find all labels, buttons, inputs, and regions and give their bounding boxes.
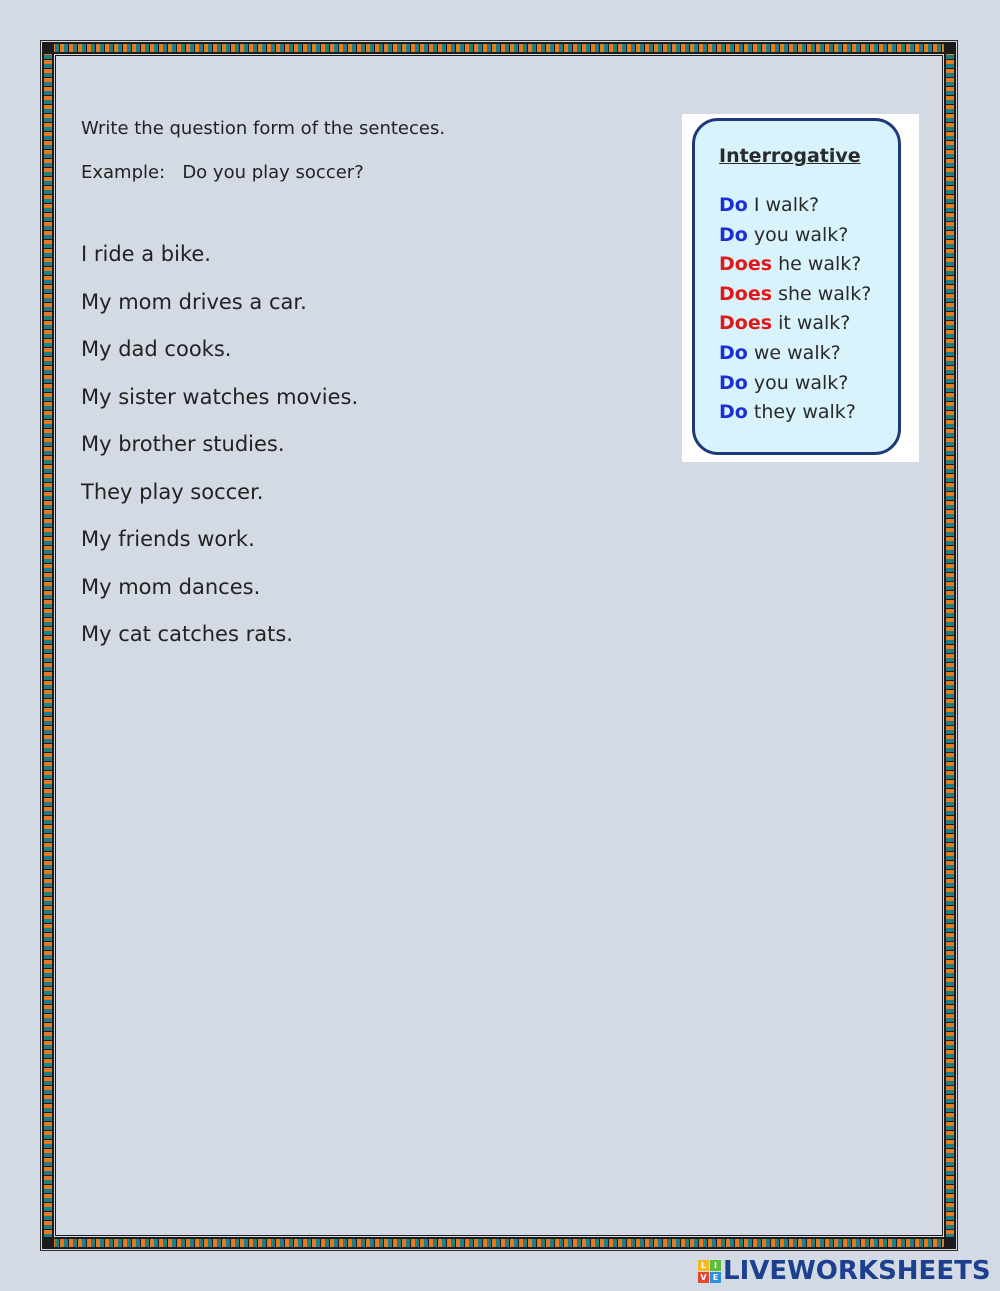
card-line [719, 252, 871, 282]
sentence-item: My mom drives a car. [81, 289, 307, 314]
page-border-bottom [42, 1237, 956, 1249]
auxiliary-word: Do [719, 223, 748, 246]
page-border-right [944, 42, 956, 1249]
card-line [719, 341, 871, 371]
card-line-rest: they walk? [747, 401, 856, 424]
card-line [719, 400, 871, 430]
auxiliary-word: Do [719, 341, 748, 364]
border-corner [42, 42, 54, 54]
auxiliary-word: Does [719, 253, 773, 276]
border-corner [944, 42, 956, 54]
sentence-list [81, 240, 358, 668]
logo-blocks-icon [698, 1260, 721, 1283]
example-text: Example: Do you play soccer? [81, 162, 364, 183]
logo-block: E [710, 1272, 721, 1283]
card-line-rest: I walk? [747, 194, 820, 216]
card-line [719, 371, 871, 401]
interrogative-card [692, 118, 901, 455]
sentence-item: My brother studies. [81, 432, 285, 456]
page-border-left [42, 42, 54, 1249]
card-line-rest: she walk? [772, 282, 872, 305]
card-lines [719, 193, 871, 430]
border-corner [944, 1237, 956, 1249]
auxiliary-word: Do [719, 194, 748, 216]
card-line [719, 193, 871, 223]
logo-block: L [698, 1260, 709, 1271]
sentence-item: I ride a bike. [81, 242, 211, 266]
auxiliary-word: Do [719, 371, 748, 394]
card-line-rest: it walk? [772, 312, 851, 335]
card-line-rest: we walk? [747, 341, 841, 364]
interrogative-card-image [682, 114, 919, 462]
sentence-item: My friends work. [81, 527, 255, 551]
border-corner [42, 1237, 54, 1249]
logo-block: I [710, 1260, 721, 1271]
logo-block: V [698, 1272, 709, 1283]
sentence-item: My dad cooks. [81, 337, 232, 361]
logo-text: LIVEWORKSHEETS [723, 1256, 991, 1286]
card-line [719, 223, 871, 253]
sentence-item: My mom dances. [81, 574, 261, 599]
sentence-item: My sister watches movies. [81, 384, 359, 409]
auxiliary-word: Does [719, 312, 773, 335]
card-line-rest: you walk? [747, 371, 849, 394]
liveworksheets-logo [698, 1256, 991, 1286]
page-border-top [42, 42, 956, 54]
instruction-text: Write the question form of the senteces. [81, 118, 446, 139]
card-title: Interrogative [719, 145, 861, 167]
card-line [719, 311, 871, 341]
card-line [719, 282, 871, 312]
auxiliary-word: Does [719, 282, 773, 305]
card-line-rest: he walk? [772, 253, 862, 276]
auxiliary-word: Do [719, 401, 748, 424]
sentence-item: My cat catches rats. [81, 622, 293, 646]
sentence-item: They play soccer. [81, 479, 264, 504]
card-line-rest: you walk? [747, 223, 849, 246]
